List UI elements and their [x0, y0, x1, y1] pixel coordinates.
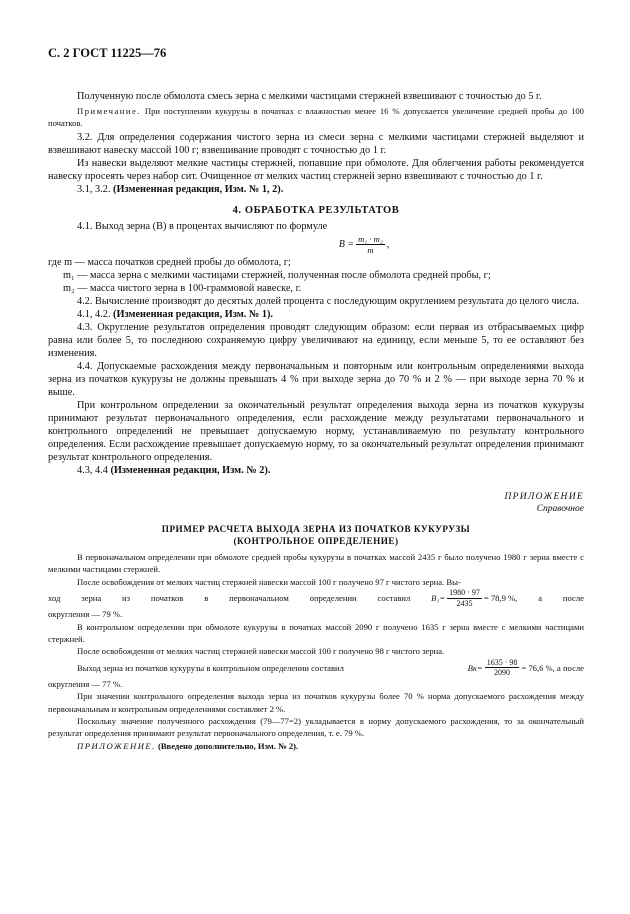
formula-numerator: m₁ · m₂: [358, 234, 383, 244]
note: [48, 105, 584, 129]
appendix-para-3: В контрольном определении при обмолоте кукурузы в початках массой 2090 г получено 1635 г зерна вместе с мелкими частицами стержней.: [48, 621, 584, 645]
formula-tail: ,: [386, 239, 390, 250]
formula-denominator: 2435: [456, 598, 473, 608]
formula-result: = 76,6 %, а после: [521, 662, 584, 673]
formula-lhs: B₁=: [431, 593, 446, 604]
paragraph-3-2-cont: Из навески выделяют мелкие частицы стержней, попавшие при обмолоте. Для облегчения работы рекомендуется навеску просеять через набор сит. Очищенное от мелких частиц стержней зерно взвешивают с точностью до 1 г.: [48, 158, 584, 182]
appendix-title-line2: (КОНТРОЛЬНОЕ ОПРЕДЕЛЕНИЕ): [233, 536, 399, 546]
where-m2: m₂ — масса чистого зерна в 100-граммовой навеске, г.: [63, 283, 302, 294]
word: определении: [309, 593, 357, 604]
word: первоначальном: [229, 593, 289, 604]
edit-text: (Измененная редакция, Изм. № 2).: [110, 465, 271, 476]
formula-fraction: [447, 588, 482, 608]
appendix-para-5: При значении контрольного определения выхода зерна из початков кукурузы более 70 % норма допускаемого расхождения между первоначальным и контрольным определениями составляет 2 %.: [48, 691, 584, 714]
edit-note-3: [48, 183, 584, 196]
appendix-formula-line-1: [48, 588, 584, 608]
final-label: ПРИЛОЖЕНИЕ.: [77, 740, 156, 751]
section-title-4: 4. ОБРАБОТКА РЕЗУЛЬТАТОВ: [232, 205, 400, 216]
formula-intro: Выход зерна из початков кукурузы в контрольном определении составил: [77, 662, 344, 673]
where-m: где m — масса початков средней пробы до обмолота, г;: [48, 257, 291, 268]
edit-ref: 3.1, 3.2.: [77, 184, 111, 195]
edit-ref: 4.1, 4.2.: [77, 309, 111, 320]
appendix-title-line1: ПРИМЕР РАСЧЕТА ВЫХОДА ЗЕРНА ИЗ ПОЧАТКОВ КУКУРУЗЫ: [161, 524, 471, 534]
page-header: С. 2 ГОСТ 11225—76: [48, 46, 167, 60]
word: зерна: [81, 593, 102, 604]
appendix-para-1: В первоначальном определении при обмолоте средней пробы кукурузы в початках массой 2435 г было получено 1980 г зерна вместе с мелкими частицами стержней.: [48, 552, 584, 575]
appendix-para-4: После освобождения от мелких частиц стержней навески массой 100 г получено 98 г чистого зерна.: [77, 646, 445, 657]
paragraph-3-1-weighing: Полученную после обмолота смесь зерна с мелкими частицами стержней взвешивают с точностью до 5 г.: [77, 91, 542, 102]
paragraph-4-4-cont: При контрольном определении за окончательный результат определения выхода зерна из початков кукурузы принимают результат первоначального определения, если расхождение между результатами первоначального и контрольного определений не превышает допускаемую норму, устанавливаемую по результату контрольного определения. Если расхождение превышает допускаемую норму, то за окончательный результат определения принимают результат контрольного определения.: [48, 400, 584, 463]
appendix-sublabel: Справочное: [536, 504, 584, 514]
formula-numerator: 1980 · 97: [449, 588, 480, 598]
paragraph-4-3: 4.3. Округление результатов определения проводят следующим образом: если первая из отбрасываемых цифр равна или более 5, то последнюю сохраняемую цифру увеличивают на единицу, если меньше 5, то ее оставляют без изменения.: [48, 322, 584, 359]
note-label: Примечание.: [77, 106, 141, 116]
formula-denominator: 2090: [494, 668, 511, 678]
appendix-para-2: После освобождения от мелких частиц стержней навески массой 100 г получено 97 г чистого зерна. Вы-: [77, 576, 461, 587]
edit-text: (Измененная редакция, Изм. № 1, 2).: [113, 184, 284, 195]
edit-text: (Измененная редакция, Изм. № 1).: [113, 309, 273, 320]
formula-lhs: Bк=: [467, 662, 483, 673]
final-text: (Введено дополнительно, Изм. № 2).: [157, 740, 299, 751]
paragraph-4-2: 4.2. Вычисление производят до десятых долей процента с последующим округлением результата до целого числа.: [77, 296, 580, 307]
formula-yield: [144, 234, 584, 255]
formula-fraction: [356, 234, 385, 255]
appendix-para-6: Поскольку значение полученного расхождения (79—77=2) укладывается в норму допускаемого расхождения, то за окончательный результат определения принимают результат первоначального определения, т. е. 79 %.: [48, 716, 584, 739]
note-text: При поступлении кукурузы в початках с влажностью менее 16 % допускается увеличение средней пробы до 100 початков.: [48, 106, 584, 128]
formula-numerator: 1635 · 98: [486, 657, 518, 667]
word: после: [562, 593, 584, 604]
word: а: [538, 593, 543, 604]
appendix-para-rounding-1: округления — 79 %.: [48, 609, 123, 620]
formula-result: = 78,9 %,: [483, 593, 518, 604]
edit-note-4-3: [48, 464, 584, 477]
where-m1: m₁ — масса зерна с мелкими частицами стержней, полученная после обмолота средней пробы, г;: [63, 270, 491, 281]
formula-b1: [431, 588, 517, 608]
appendix-label: ПРИЛОЖЕНИЕ: [504, 492, 584, 502]
paragraph-4-1: 4.1. Выход зерна (B) в процентах вычисляют по формуле: [77, 221, 328, 232]
edit-ref: 4.3, 4.4: [77, 465, 108, 476]
appendix-formula-line-2: [48, 658, 584, 678]
paragraph-4-4: 4.4. Допускаемые расхождения между первоначальным и повторным или контрольным определениями выхода зерна из початков кукурузы не должны превышать 4 % при выходе зерна до 70 % и 2 % — при выходе зерна 70 % и выше.: [48, 361, 584, 398]
word: из: [122, 593, 131, 604]
formula-fraction: [485, 658, 520, 678]
word: в: [204, 593, 209, 604]
word: початков: [150, 593, 184, 604]
formula-bk: [468, 658, 584, 678]
word: составил: [377, 593, 411, 604]
word: ход: [48, 593, 61, 604]
document-body: [48, 90, 584, 752]
appendix-para-rounding-2: округления — 77 %.: [48, 678, 123, 689]
edit-note-4-1: [48, 308, 584, 321]
appendix-final-note: [48, 740, 584, 752]
formula-denominator: m: [367, 245, 374, 255]
paragraph-3-2: 3.2. Для определения содержания чистого зерна из смеси зерна с мелкими частицами стержней выделяют и взвешивают навеску массой 100 г; взвешивание проводят с точностью до 1 г.: [48, 132, 584, 156]
formula-lhs: B =: [338, 239, 355, 250]
